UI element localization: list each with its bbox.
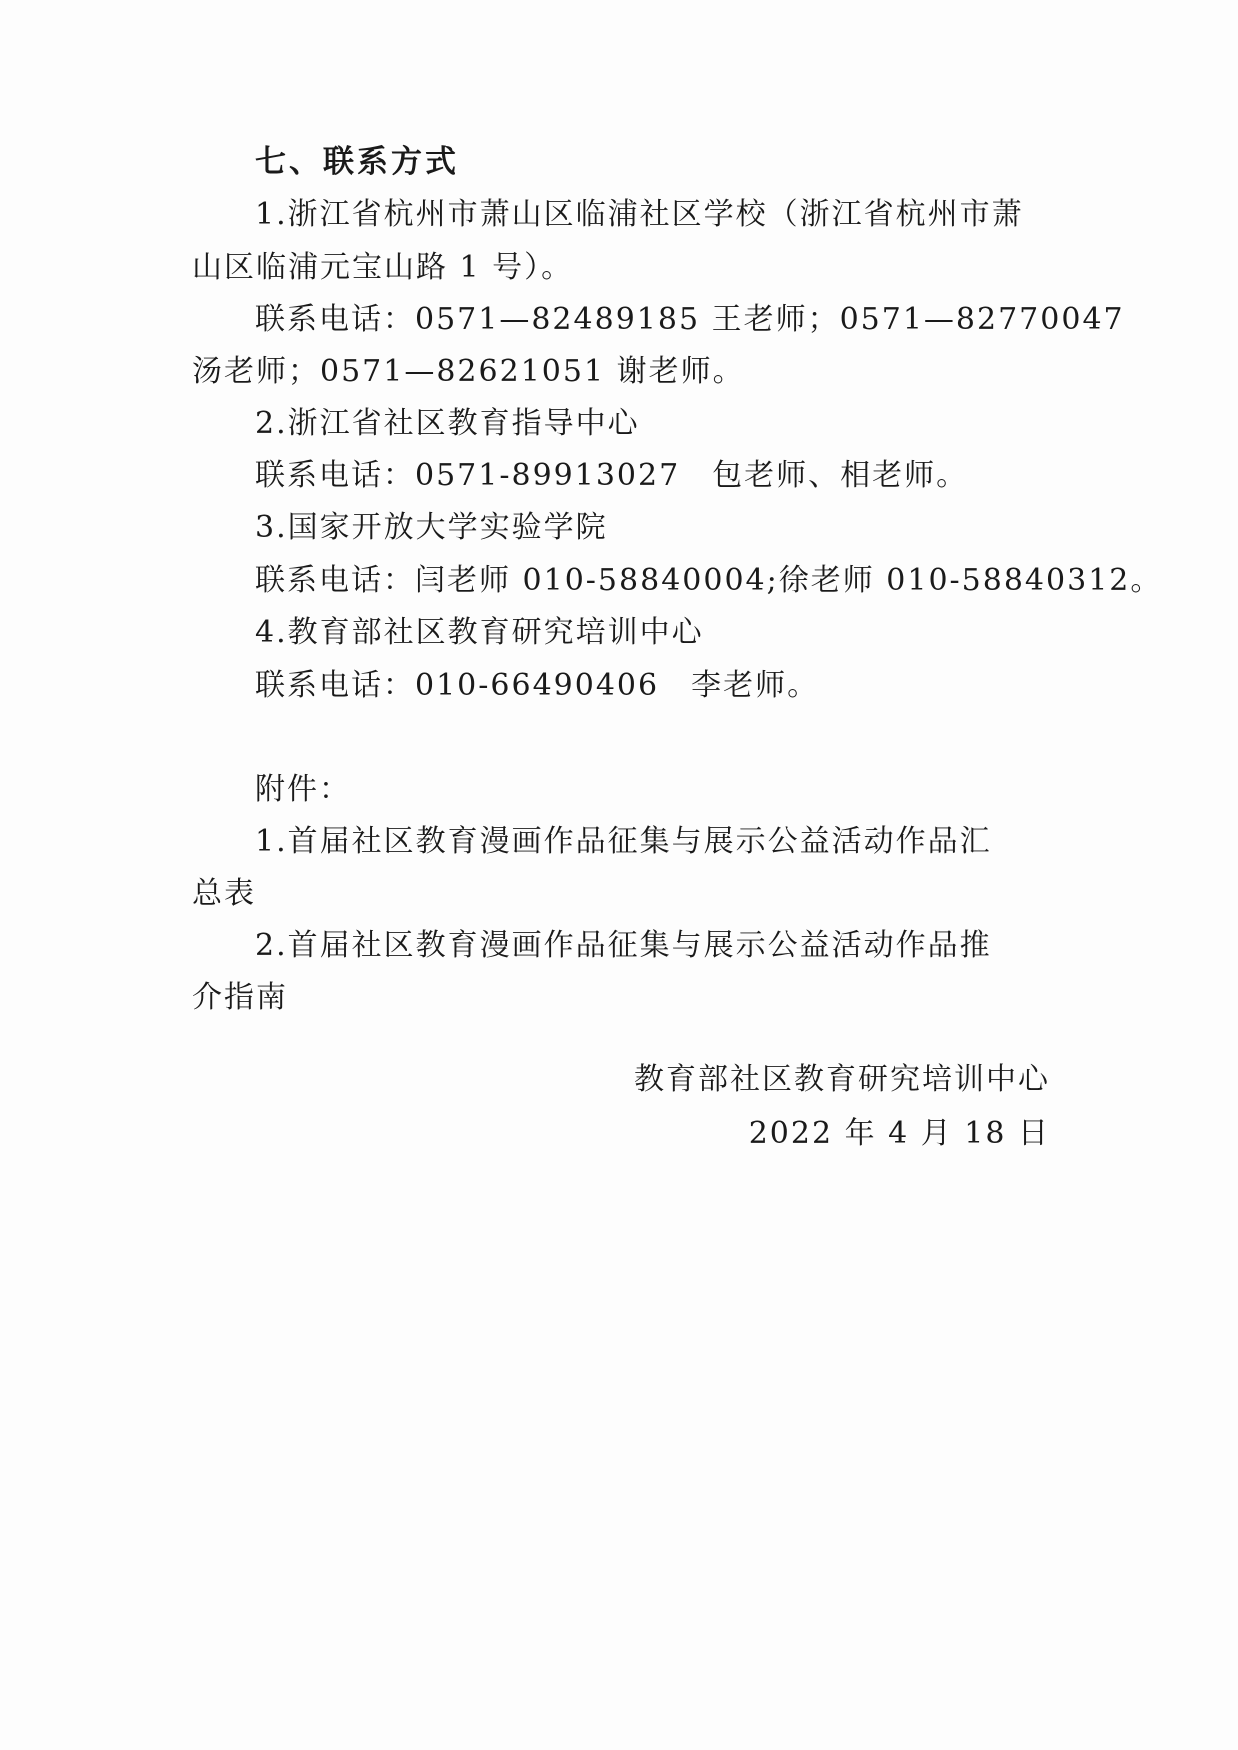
contact-4-title: 4.教育部社区教育研究培训中心 xyxy=(255,615,704,650)
attachment-2-line-2: 介指南 xyxy=(192,980,288,1015)
attachment-2-line-1: 2.首届社区教育漫画作品征集与展示公益活动作品推 xyxy=(255,928,992,963)
section-heading: 七、联系方式 xyxy=(255,144,459,180)
contact-2-title: 2.浙江省社区教育指导中心 xyxy=(255,406,640,441)
contact-1-phone-line-1: 联系电话：0571—82489185 王老师；0571—82770047 xyxy=(255,302,1125,337)
contact-4-phone: 联系电话：010-66490406 李老师。 xyxy=(255,668,820,703)
signature-date: 2022 年 4 月 18 日 xyxy=(748,1116,1050,1151)
signature-organization: 教育部社区教育研究培训中心 xyxy=(634,1062,1050,1097)
contact-1-address-line-2: 山区临浦元宝山路 1 号）。 xyxy=(192,250,574,285)
contact-3-title: 3.国家开放大学实验学院 xyxy=(255,510,608,545)
attachment-1-line-2: 总表 xyxy=(192,876,256,911)
attachment-1-line-1: 1.首届社区教育漫画作品征集与展示公益活动作品汇 xyxy=(255,824,992,859)
contact-1-phone-line-2: 汤老师；0571—82621051 谢老师。 xyxy=(192,354,745,389)
attachments-label: 附件： xyxy=(255,772,351,807)
contact-3-phone: 联系电话：闫老师 010-58840004;徐老师 010-58840312。 xyxy=(255,563,1163,598)
contact-1-address-line-1: 1.浙江省杭州市萧山区临浦社区学校（浙江省杭州市萧 xyxy=(255,197,1024,232)
contact-2-phone: 联系电话：0571-89913027 包老师、相老师。 xyxy=(255,458,969,493)
